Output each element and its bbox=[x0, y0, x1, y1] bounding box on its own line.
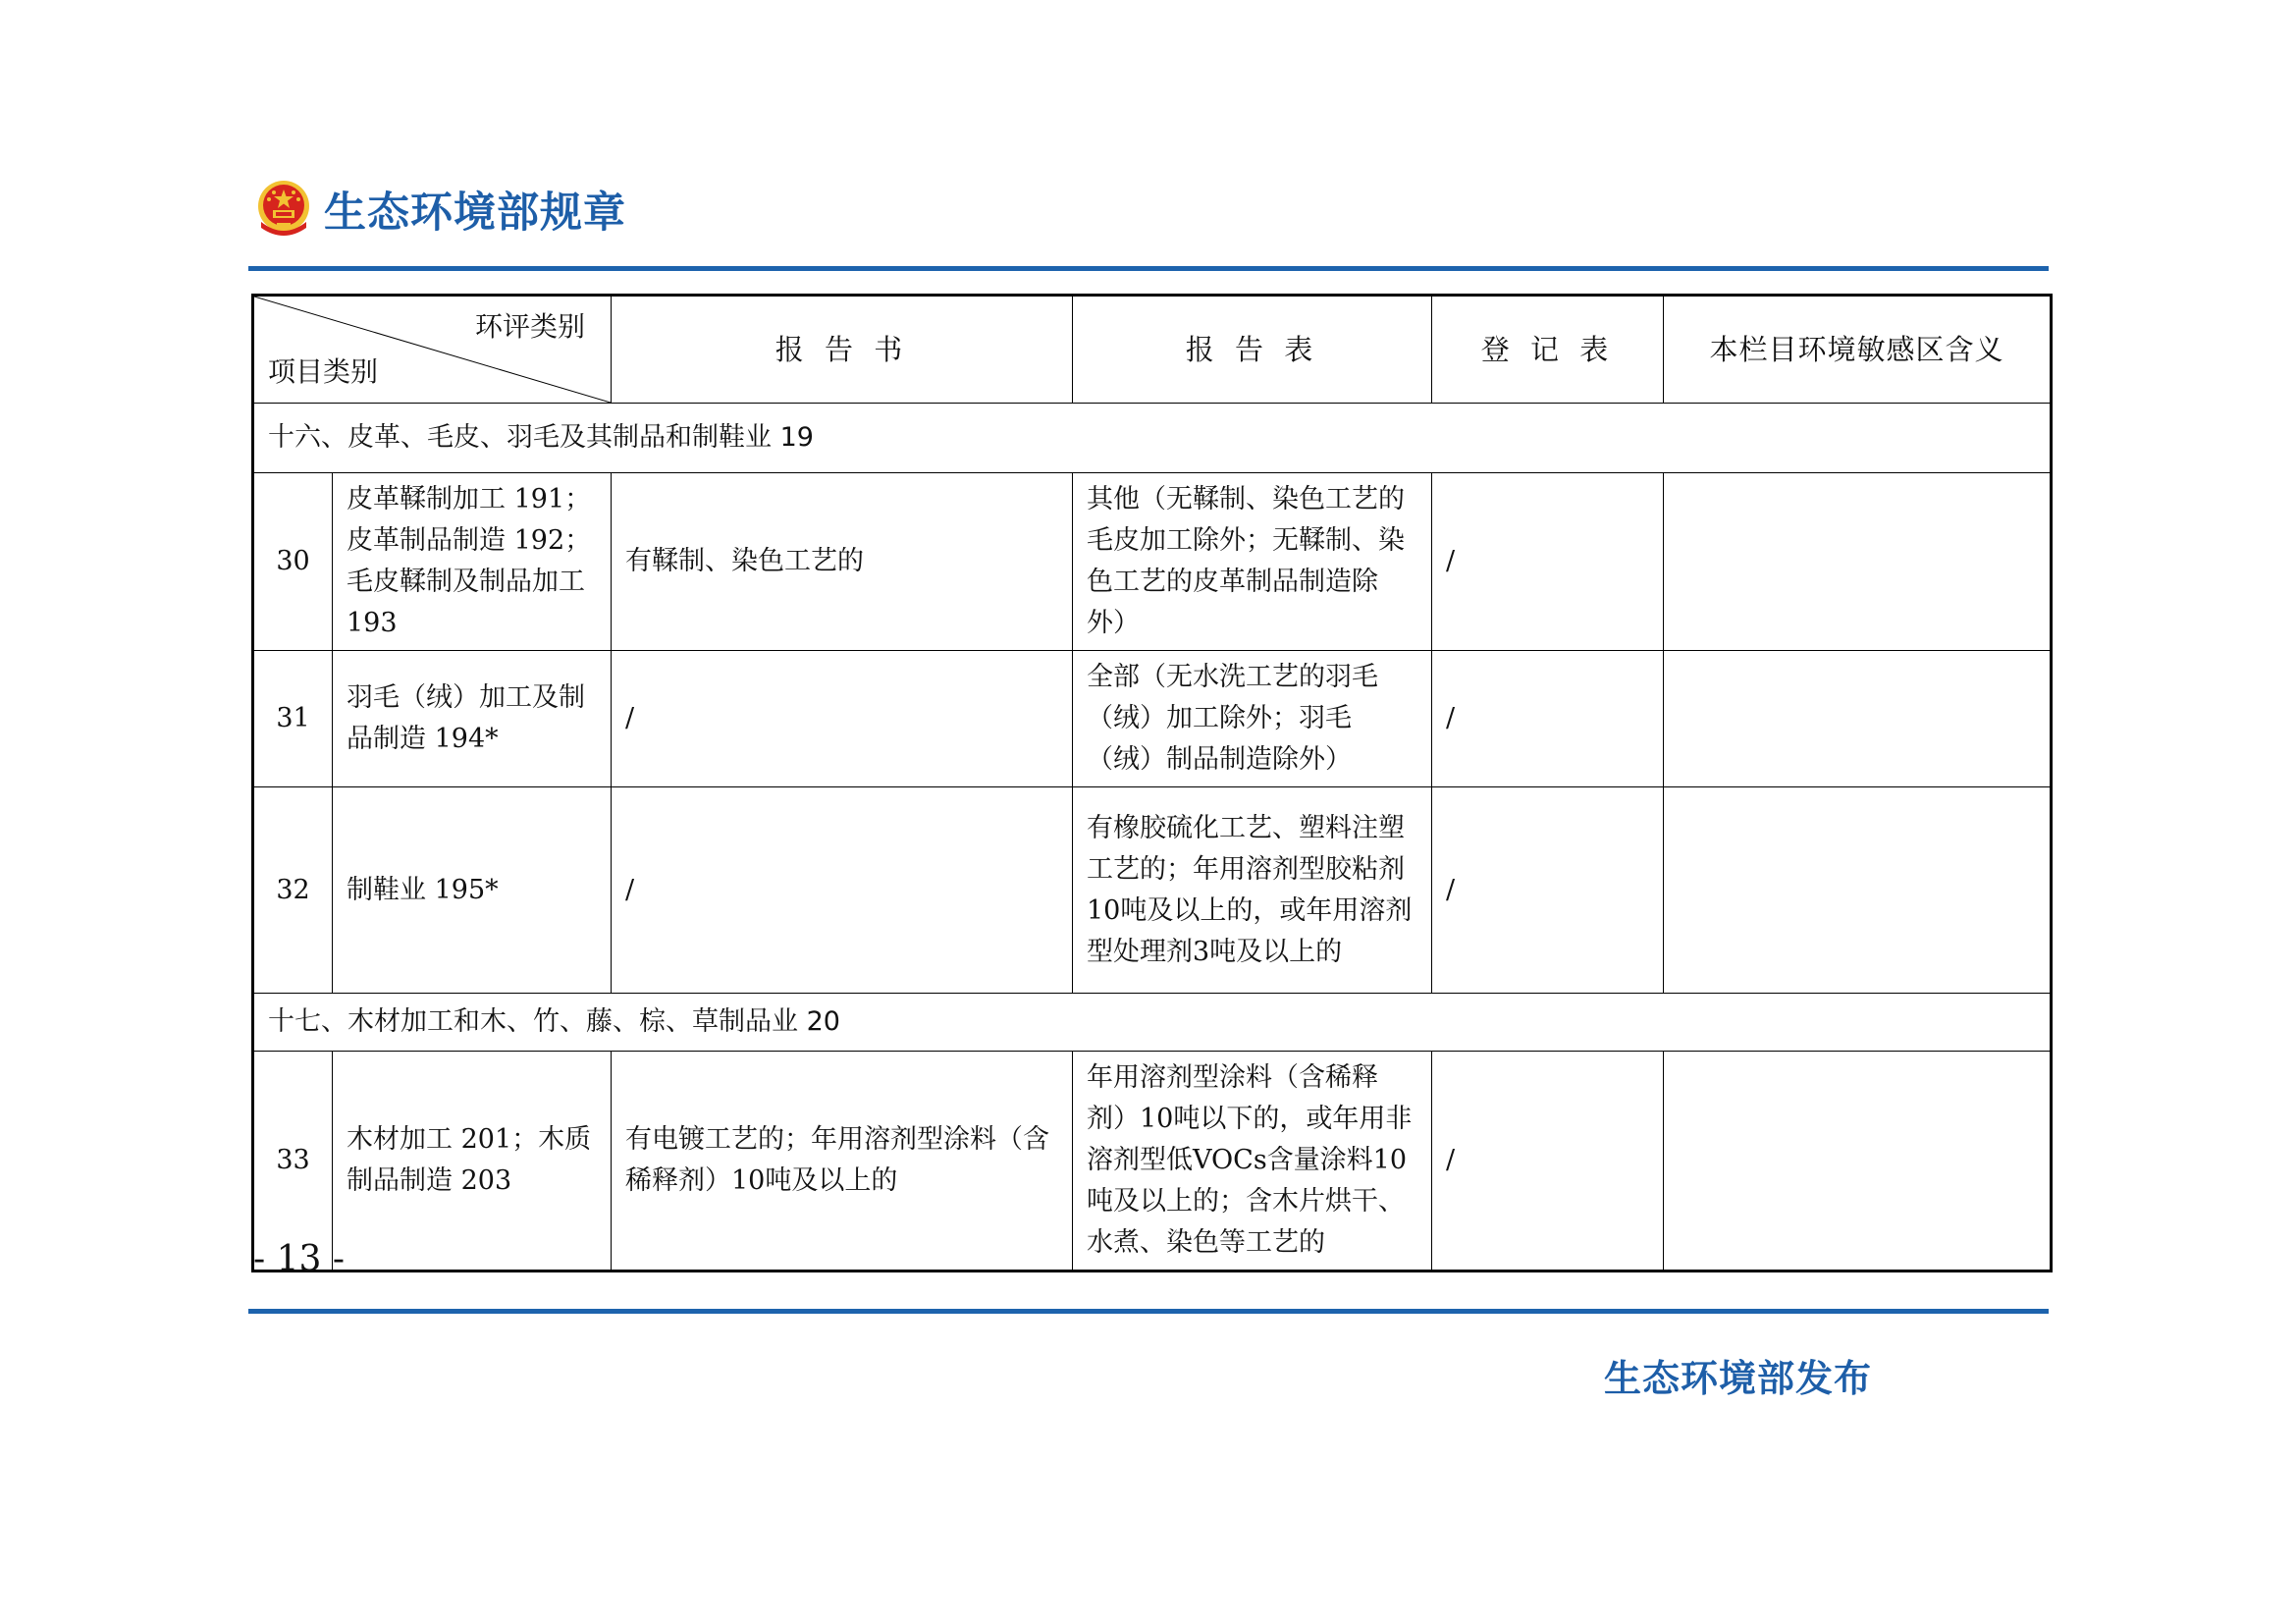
column-header-registration: 登 记 表 bbox=[1432, 296, 1664, 404]
row-number: 30 bbox=[253, 473, 333, 651]
report-form-cell: 全部（无水洗工艺的羽毛（绒）加工除外；羽毛（绒）制品制造除外） bbox=[1073, 651, 1432, 787]
report-book-cell: 有鞣制、染色工艺的 bbox=[612, 473, 1073, 651]
table-header-row bbox=[253, 296, 2052, 404]
project-category: 制鞋业 195* bbox=[333, 787, 612, 994]
sensitive-area-cell bbox=[1664, 1052, 2052, 1271]
table-row bbox=[253, 651, 2052, 787]
registration-cell: / bbox=[1432, 651, 1664, 787]
project-category-label: 项目类别 bbox=[268, 355, 379, 388]
header-rule bbox=[248, 266, 2049, 271]
page-header bbox=[253, 175, 626, 243]
national-emblem-icon bbox=[253, 179, 314, 240]
publisher-label: 生态环境部发布 bbox=[1604, 1357, 1873, 1400]
report-book-cell: 有电镀工艺的；年用溶剂型涂料（含稀释剂）10吨及以上的 bbox=[612, 1052, 1073, 1271]
header-title: 生态环境部规章 bbox=[324, 188, 626, 238]
section-row bbox=[253, 994, 2052, 1052]
sensitive-area-cell bbox=[1664, 651, 2052, 787]
registration-cell: / bbox=[1432, 473, 1664, 651]
sensitive-area-cell bbox=[1664, 787, 2052, 994]
project-category: 木材加工 201；木质制品制造 203 bbox=[333, 1052, 612, 1271]
row-number: 32 bbox=[253, 787, 333, 994]
report-form-cell: 其他（无鞣制、染色工艺的毛皮加工除外；无鞣制、染色工艺的皮革制品制造除外） bbox=[1073, 473, 1432, 651]
diagonal-header-cell bbox=[253, 296, 612, 404]
row-number: 31 bbox=[253, 651, 333, 787]
table-row bbox=[253, 473, 2052, 651]
section-title: 十七、木材加工和木、竹、藤、棕、草制品业 20 bbox=[253, 994, 2052, 1052]
column-header-sensitive-area: 本栏目环境敏感区含义 bbox=[1664, 296, 2052, 404]
table-row bbox=[253, 787, 2052, 994]
sensitive-area-cell bbox=[1664, 473, 2052, 651]
column-header-report-form: 报 告 表 bbox=[1073, 296, 1432, 404]
section-row bbox=[253, 404, 2052, 473]
report-form-cell: 年用溶剂型涂料（含稀释剂）10吨以下的，或年用非溶剂型低VOCs含量涂料10吨及以上的；含木片烘干、水煮、染色等工艺的 bbox=[1073, 1052, 1432, 1271]
page-number: - 13 - bbox=[253, 1239, 346, 1279]
column-header-report-book: 报 告 书 bbox=[612, 296, 1073, 404]
row-number: 33 bbox=[253, 1052, 333, 1271]
classification-table bbox=[251, 294, 2053, 1272]
project-category: 皮革鞣制加工 191；皮革制品制造 192；毛皮鞣制及制品加工 193 bbox=[333, 473, 612, 651]
eia-category-label: 环评类别 bbox=[474, 310, 585, 343]
section-title: 十六、皮革、毛皮、羽毛及其制品和制鞋业 19 bbox=[253, 404, 2052, 473]
report-book-cell: / bbox=[612, 787, 1073, 994]
table-row bbox=[253, 1052, 2052, 1271]
registration-cell: / bbox=[1432, 787, 1664, 994]
report-form-cell: 有橡胶硫化工艺、塑料注塑工艺的；年用溶剂型胶粘剂10吨及以上的，或年用溶剂型处理剂3吨及以上的 bbox=[1073, 787, 1432, 994]
registration-cell: / bbox=[1432, 1052, 1664, 1271]
report-book-cell: / bbox=[612, 651, 1073, 787]
project-category: 羽毛（绒）加工及制品制造 194* bbox=[333, 651, 612, 787]
footer-rule bbox=[248, 1309, 2049, 1314]
